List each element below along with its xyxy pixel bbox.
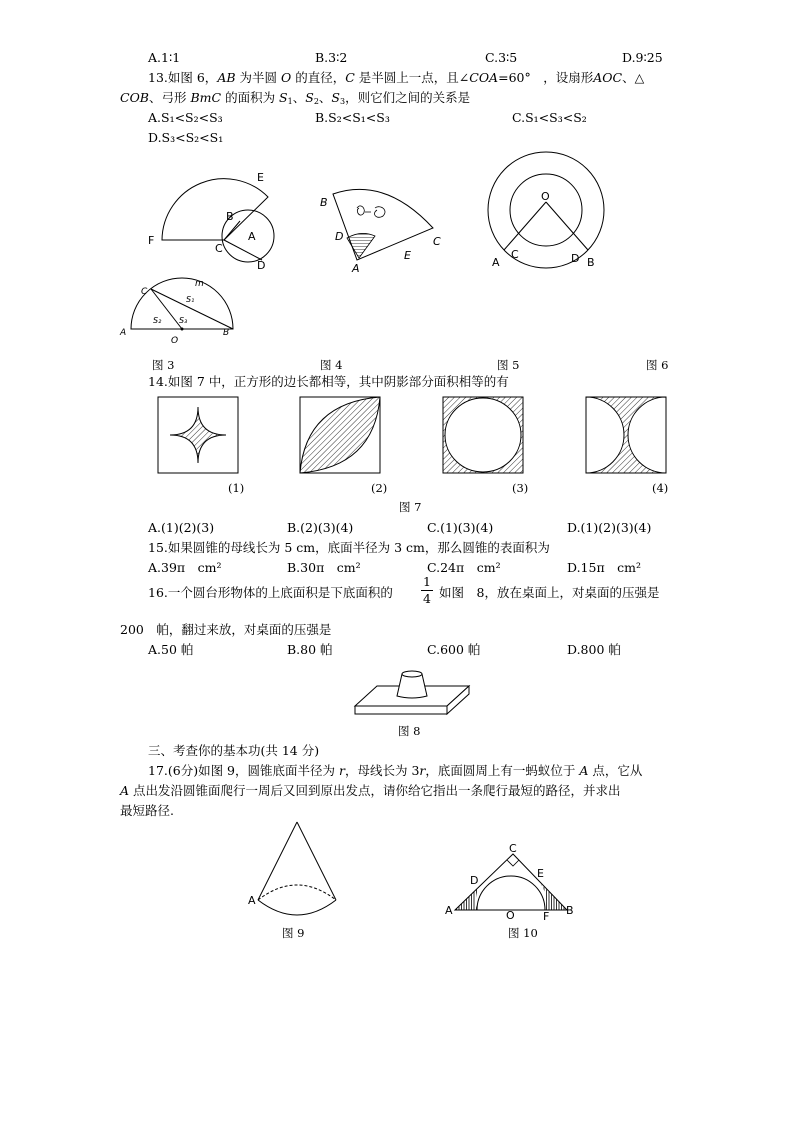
caption-fig5: 图 5 xyxy=(497,358,520,372)
q16-fraction-denominator: 4 xyxy=(423,591,431,606)
fig5-label-a: A xyxy=(492,256,500,269)
fig6-label-o: O xyxy=(171,336,179,346)
caption-fig7: 图 7 xyxy=(399,500,422,514)
fig6-label-a: A xyxy=(120,328,127,338)
fig3-label-d: D xyxy=(257,259,266,272)
q12-option-a: A.1∶1 xyxy=(148,50,181,65)
q12-option-c: C.3∶5 xyxy=(485,50,518,65)
fig6-label-s1: S₁ xyxy=(186,295,195,304)
q16-option-d: D.800 帕 xyxy=(567,642,621,657)
fig4-label-e: E xyxy=(404,249,411,262)
q13-option-a: A.S₁<S₂<S₃ xyxy=(148,110,223,125)
figure-3 xyxy=(140,165,290,275)
fig6-label-s2: S₂ xyxy=(153,316,162,325)
q16-option-a: A.50 帕 xyxy=(148,642,194,657)
fig5-label-b: B xyxy=(587,256,595,269)
figure-7-2 xyxy=(300,397,380,473)
fig10-label-o: O xyxy=(506,909,515,922)
q16-fraction xyxy=(421,575,433,606)
caption-fig3: 图 3 xyxy=(152,358,175,372)
fig7-sublabel-4: (4) xyxy=(652,481,669,495)
fig4-label-b: B xyxy=(320,196,328,209)
q12-option-d: D.9∶25 xyxy=(622,50,663,65)
fig9-label-a: A xyxy=(248,894,256,907)
figure-7-3 xyxy=(443,397,523,473)
fig5-label-d: D xyxy=(571,252,580,265)
caption-fig6: 图 6 xyxy=(646,358,669,372)
figure-5 xyxy=(480,152,615,277)
fig10-label-c: C xyxy=(509,842,517,855)
fig7-sublabel-3: (3) xyxy=(512,481,529,495)
fig10-label-b: B xyxy=(566,904,574,917)
q16-question-line2: 200 帕，翻过来放，对桌面的压强是 xyxy=(120,622,332,637)
fig3-label-f: F xyxy=(148,234,155,247)
q13-option-c: C.S₁<S₃<S₂ xyxy=(512,110,587,125)
fig7-sublabel-1: (1) xyxy=(228,481,245,495)
q15-question: 15.如果圆锥的母线长为 5 cm，底面半径为 3 cm，那么圆锥的表面积为 xyxy=(148,540,550,555)
section-3-heading: 三、考查你的基本功(共 14 分) xyxy=(148,743,320,758)
fig10-label-e: E xyxy=(537,867,544,880)
fig3-label-b: B xyxy=(226,210,234,223)
q13-line1: 13.如图 6，AB 为半圆 O 的直径，C 是半圆上一点，且∠COA=60° ，设扇形AOC、△ xyxy=(148,70,645,85)
fig4-label-d: D xyxy=(335,230,344,243)
q14-option-b: B.(2)(3)(4) xyxy=(287,520,354,535)
fig6-label-c: C xyxy=(141,287,148,297)
q13-option-d: D.S₃<S₂<S₁ xyxy=(148,130,224,145)
q15-option-b: B.30π cm² xyxy=(287,560,361,575)
q14-option-a: A.(1)(2)(3) xyxy=(148,520,215,535)
figure-10 xyxy=(443,840,578,925)
fig10-label-f: F xyxy=(543,910,550,923)
fig3-label-e: E xyxy=(257,171,264,184)
q15-option-a: A.39π cm² xyxy=(148,560,222,575)
q15-option-c: C.24π cm² xyxy=(427,560,501,575)
q12-option-b: B.3∶2 xyxy=(315,50,348,65)
fig3-label-c: C xyxy=(215,242,223,255)
fig4-label-a: A xyxy=(352,262,360,275)
caption-fig10: 图 10 xyxy=(508,926,538,940)
q13-option-b: B.S₂<S₁<S₃ xyxy=(315,110,390,125)
q14-option-c: C.(1)(3)(4) xyxy=(427,520,494,535)
figure-7-1 xyxy=(158,397,238,473)
fig5-label-o: O xyxy=(541,190,550,203)
q16-option-b: B.80 帕 xyxy=(287,642,333,657)
fig10-label-d: D xyxy=(470,874,479,887)
fig6-label-s3: S₃ xyxy=(179,316,188,325)
q14-option-d: D.(1)(2)(3)(4) xyxy=(567,520,652,535)
figure-4 xyxy=(315,180,450,275)
q17-line3: 最短路径. xyxy=(120,803,174,818)
fig7-sublabel-2: (2) xyxy=(371,481,388,495)
fig5-label-c: C xyxy=(511,248,519,261)
figure-6 xyxy=(115,277,240,347)
q16-fraction-numerator: 1 xyxy=(423,574,431,589)
caption-fig4: 图 4 xyxy=(320,358,343,372)
figure-9 xyxy=(245,818,345,923)
figure-7-4 xyxy=(586,397,666,473)
q16-question-b: 如图 8，放在桌面上，对桌面的压强是 xyxy=(439,585,660,600)
figure-8 xyxy=(355,662,470,717)
caption-fig9: 图 9 xyxy=(282,926,305,940)
caption-fig8: 图 8 xyxy=(398,724,421,738)
q14-question: 14.如图 7 中，正方形的边长都相等，其中阴影部分面积相等的有 xyxy=(148,374,509,389)
fig10-label-a: A xyxy=(445,904,453,917)
fig6-label-b: B xyxy=(223,328,230,338)
q15-option-d: D.15π cm² xyxy=(567,560,642,575)
q16-question-a: 16.一个圆台形物体的上底面积是下底面积的 xyxy=(148,585,393,600)
fig4-label-c: C xyxy=(433,235,441,248)
q17-line1: 17.(6分)如图 9，圆锥底面半径为 r，母线长为 3r，底面圆周上有一蚂蚁位于 A 点，它从 xyxy=(148,763,643,778)
q17-line2: A 点出发沿圆锥面爬行一周后又回到原出发点，请你给它指出一条爬行最短的路径，并求出 xyxy=(120,783,621,798)
fig6-label-m: m xyxy=(195,279,204,289)
q16-option-c: C.600 帕 xyxy=(427,642,481,657)
q13-line2: COB、弓形 BmC 的面积为 $S_1$、$S_2$、$S_3$，则它们之间的关系是 xyxy=(120,90,471,106)
fig3-label-a: A xyxy=(248,230,256,243)
